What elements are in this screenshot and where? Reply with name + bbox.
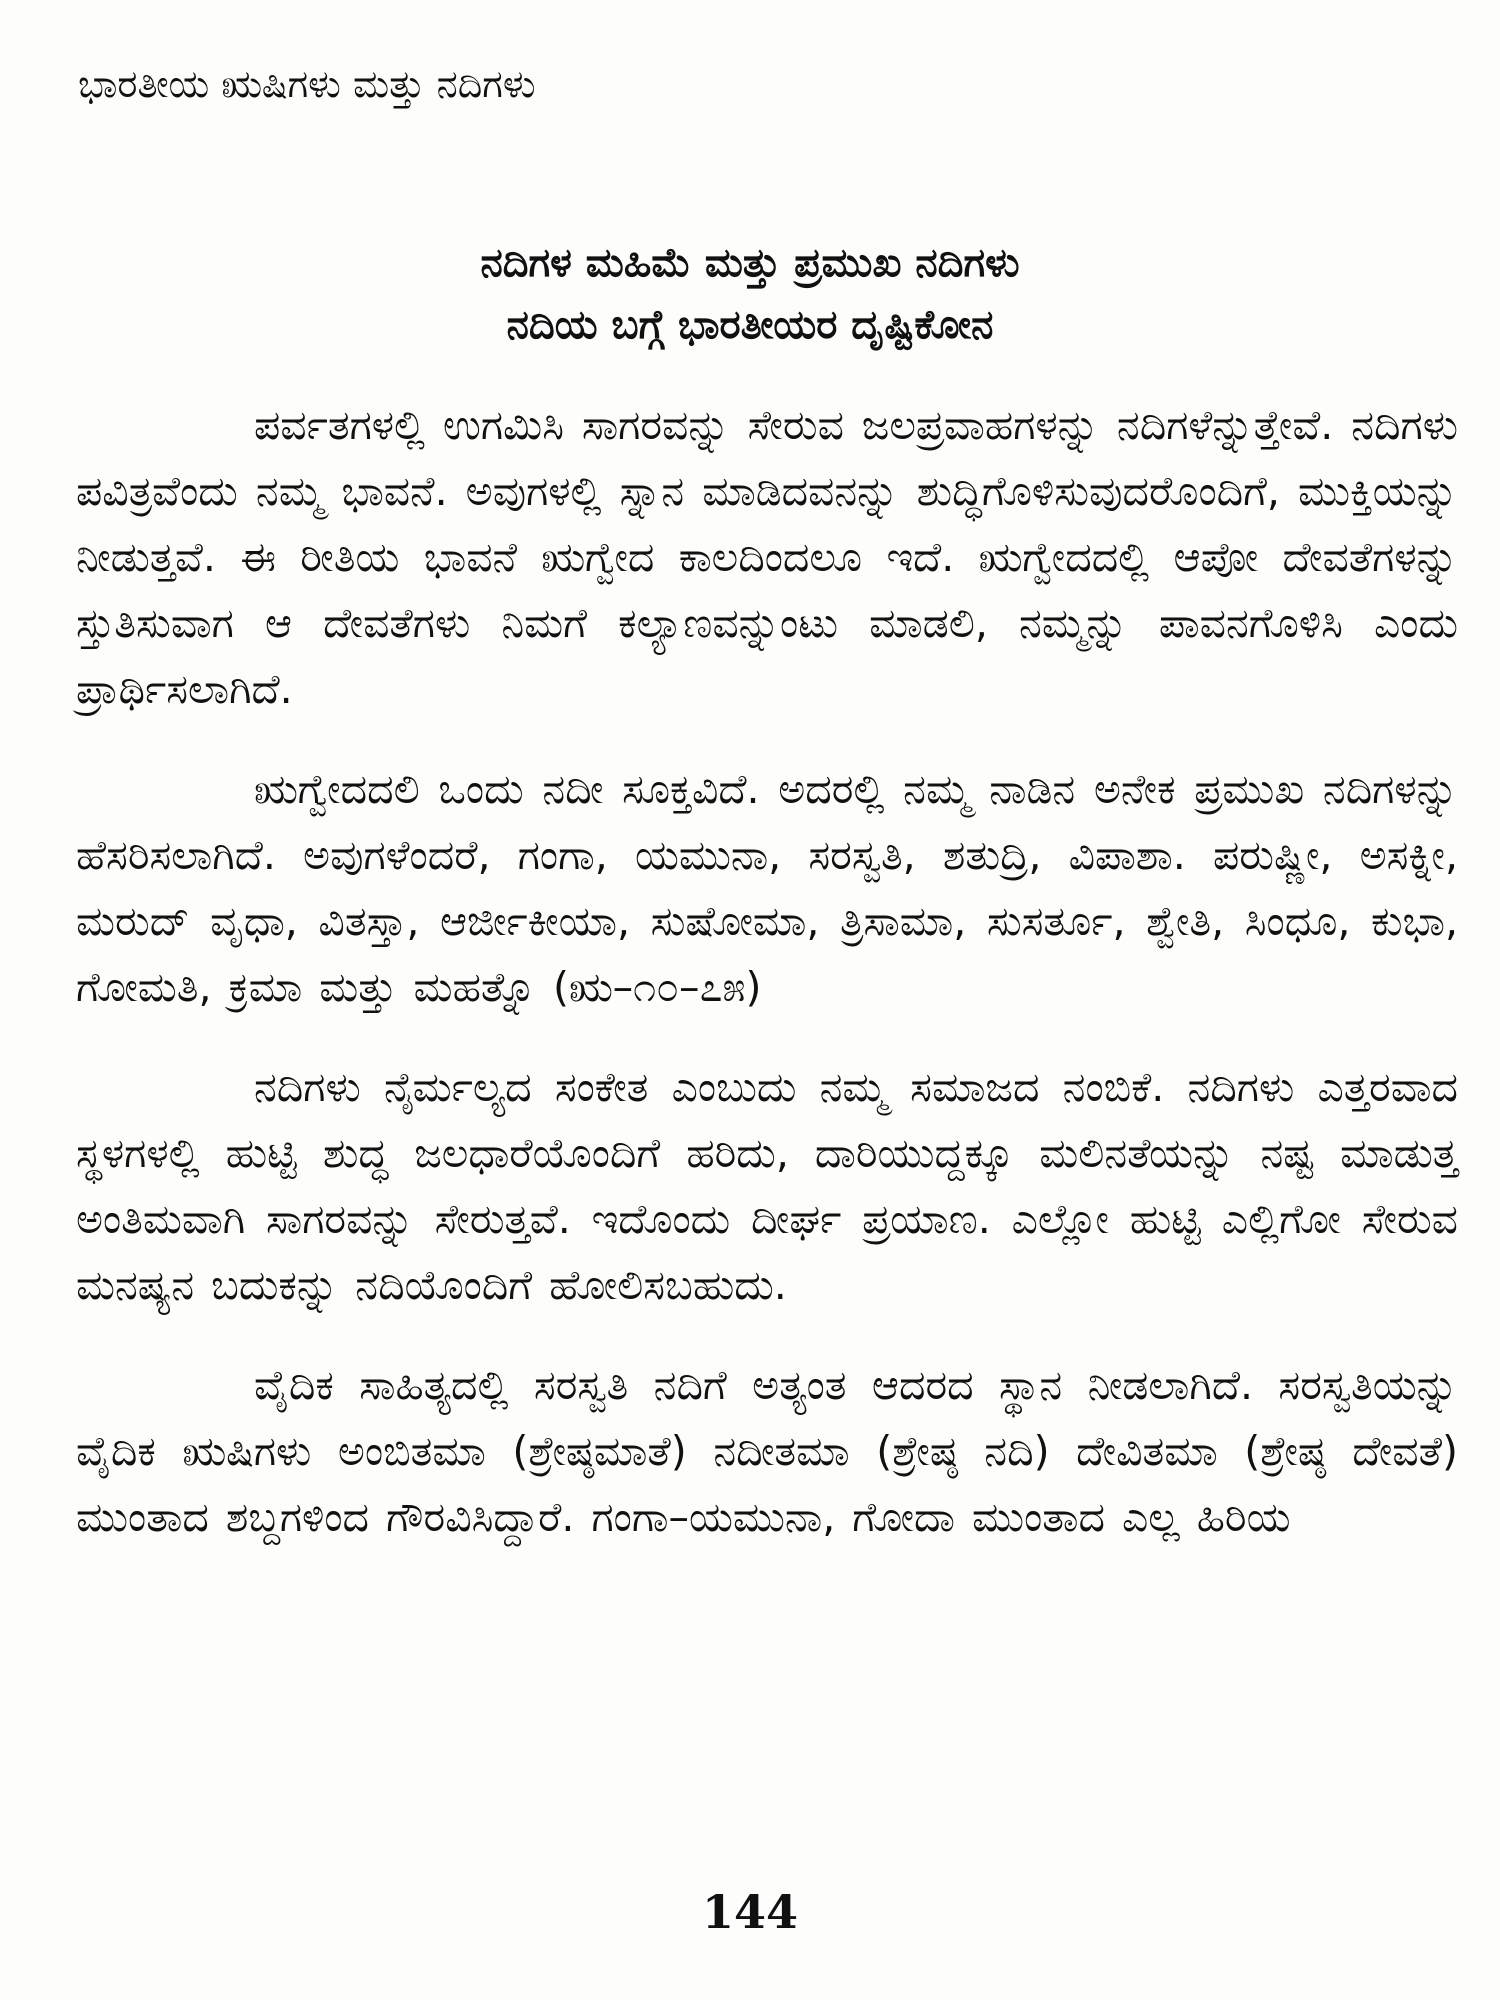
chapter-subtitle: ನದಿಯ ಬಗ್ಗೆ ಭಾರತೀಯರ ದೃಷ್ಟಿಕೋನ [506, 302, 994, 348]
paragraph-3: ನದಿಗಳು ನೈರ್ಮಲ್ಯದ ಸಂಕೇತ ಎಂಬುದು ನಮ್ಮ ಸಮಾಜದ ನಂಬಿಕೆ. ನದಿಗಳು ಎತ್ತರವಾದ ಸ್ಥಳಗಳಲ್ಲಿ ಹುಟ್ಟಿ ಶುದ್ಧ ಜಲಧಾರೆಯೊಂದಿಗೆ ಹರಿದು, ದಾರಿಯುದ್ದಕ್ಕೂ ಮಲಿನತೆಯನ್ನು ನಷ್ಟ ಮಾಡುತ್ತ ಅಂತಿಮವಾಗಿ ಸಾಗರವನ್ನು ಸೇರುತ್ತವೆ. ಇದೊಂದು ದೀರ್ಘ ಪ್ರಯಾಣ. ಎಲ್ಲೋ ಹುಟ್ಟಿ ಎಲ್ಲಿಗೋ ಸೇರುವ ಮನಷ್ಯನ ಬದುಕನ್ನು ನದಿಯೊಂದಿಗೆ ಹೋಲಿಸಬಹುದು. [76, 1063, 1458, 1309]
chapter-title: ನದಿಗಳ ಮಹಿಮೆ ಮತ್ತು ಪ್ರಮುಖ ನದಿಗಳು [480, 240, 1020, 286]
paragraph-1: ಪರ್ವತಗಳಲ್ಲಿ ಉಗಮಿಸಿ ಸಾಗರವನ್ನು ಸೇರುವ ಜಲಪ್ರವಾಹಗಳನ್ನು ನದಿಗಳೆನ್ನುತ್ತೇವೆ. ನದಿಗಳು ಪವಿತ್ರವೆಂದು ನಮ್ಮ ಭಾವನೆ. ಅವುಗಳಲ್ಲಿ ಸ್ನಾನ ಮಾಡಿದವನನ್ನು ಶುದ್ಧಿಗೊಳಿಸುವುದರೊಂದಿಗೆ, ಮುಕ್ತಿಯನ್ನು ನೀಡುತ್ತವೆ. ಈ ರೀತಿಯ ಭಾವನೆ ಋಗ್ವೇದ ಕಾಲದಿಂದಲೂ ಇದೆ. ಋಗ್ವೇದದಲ್ಲಿ ಆಪೋ ದೇವತೆಗಳನ್ನು ಸ್ತುತಿಸುವಾಗ ಆ ದೇವತೆಗಳು ನಿಮಗೆ ಕಲ್ಯಾಣವನ್ನುಂಟು ಮಾಡಲಿ, ನಮ್ಮನ್ನು ಪಾವನಗೊಳಿಸಿ ಎಂದು ಪ್ರಾರ್ಥಿಸಲಾಗಿದೆ. [76, 401, 1458, 713]
running-header: ಭಾರತೀಯ ಋಷಿಗಳು ಮತ್ತು ನದಿಗಳು [78, 62, 536, 106]
body-text [76, 392, 1458, 1584]
chapter-headings [0, 232, 1500, 356]
paragraph-4: ವೈದಿಕ ಸಾಹಿತ್ಯದಲ್ಲಿ ಸರಸ್ವತಿ ನದಿಗೆ ಅತ್ಯಂತ ಆದರದ ಸ್ಥಾನ ನೀಡಲಾಗಿದೆ. ಸರಸ್ವತಿಯನ್ನು ವೈದಿಕ ಋಷಿಗಳು ಅಂಬಿತಮಾ (ಶ್ರೇಷ್ಠಮಾತೆ) ನದೀತಮಾ (ಶ್ರೇಷ್ಠ ನದಿ) ದೇವಿತಮಾ (ಶ್ರೇಷ್ಠ ದೇವತೆ) ಮುಂತಾದ ಶಬ್ದಗಳಿಂದ ಗೌರವಿಸಿದ್ದಾರೆ. ಗಂಗಾ–ಯಮುನಾ, ಗೋದಾ ಮುಂತಾದ ಎಲ್ಲ ಹಿರಿಯ [76, 1361, 1458, 1541]
paragraph-2: ಋಗ್ವೇದದಲಿ ಒಂದು ನದೀ ಸೂಕ್ತವಿದೆ. ಅದರಲ್ಲಿ ನಮ್ಮ ನಾಡಿನ ಅನೇಕ ಪ್ರಮುಖ ನದಿಗಳನ್ನು ಹೆಸರಿಸಲಾಗಿದೆ. ಅವುಗಳೆಂದರೆ, ಗಂಗಾ, ಯಮುನಾ, ಸರಸ್ವತಿ, ಶತುದ್ರಿ, ವಿಪಾಶಾ. ಪರುಷ್ಣೀ, ಅಸಕ್ನೀ, ಮರುದ್ ವೃಧಾ, ವಿತಸ್ತಾ, ಆರ್ಜೀಕೀಯಾ, ಸುಷೋಮಾ, ತ್ರಿಸಾಮಾ, ಸುಸರ್ತೂ, ಶ್ವೇತಿ, ಸಿಂಧೂ, ಕುಭಾ, ಗೋಮತಿ, ಕ್ರಮಾ ಮತ್ತು ಮಹತ್ನೊ (ಋ–೧೦–೭೫) [76, 765, 1458, 1011]
page-number: 144 [701, 1885, 799, 1939]
